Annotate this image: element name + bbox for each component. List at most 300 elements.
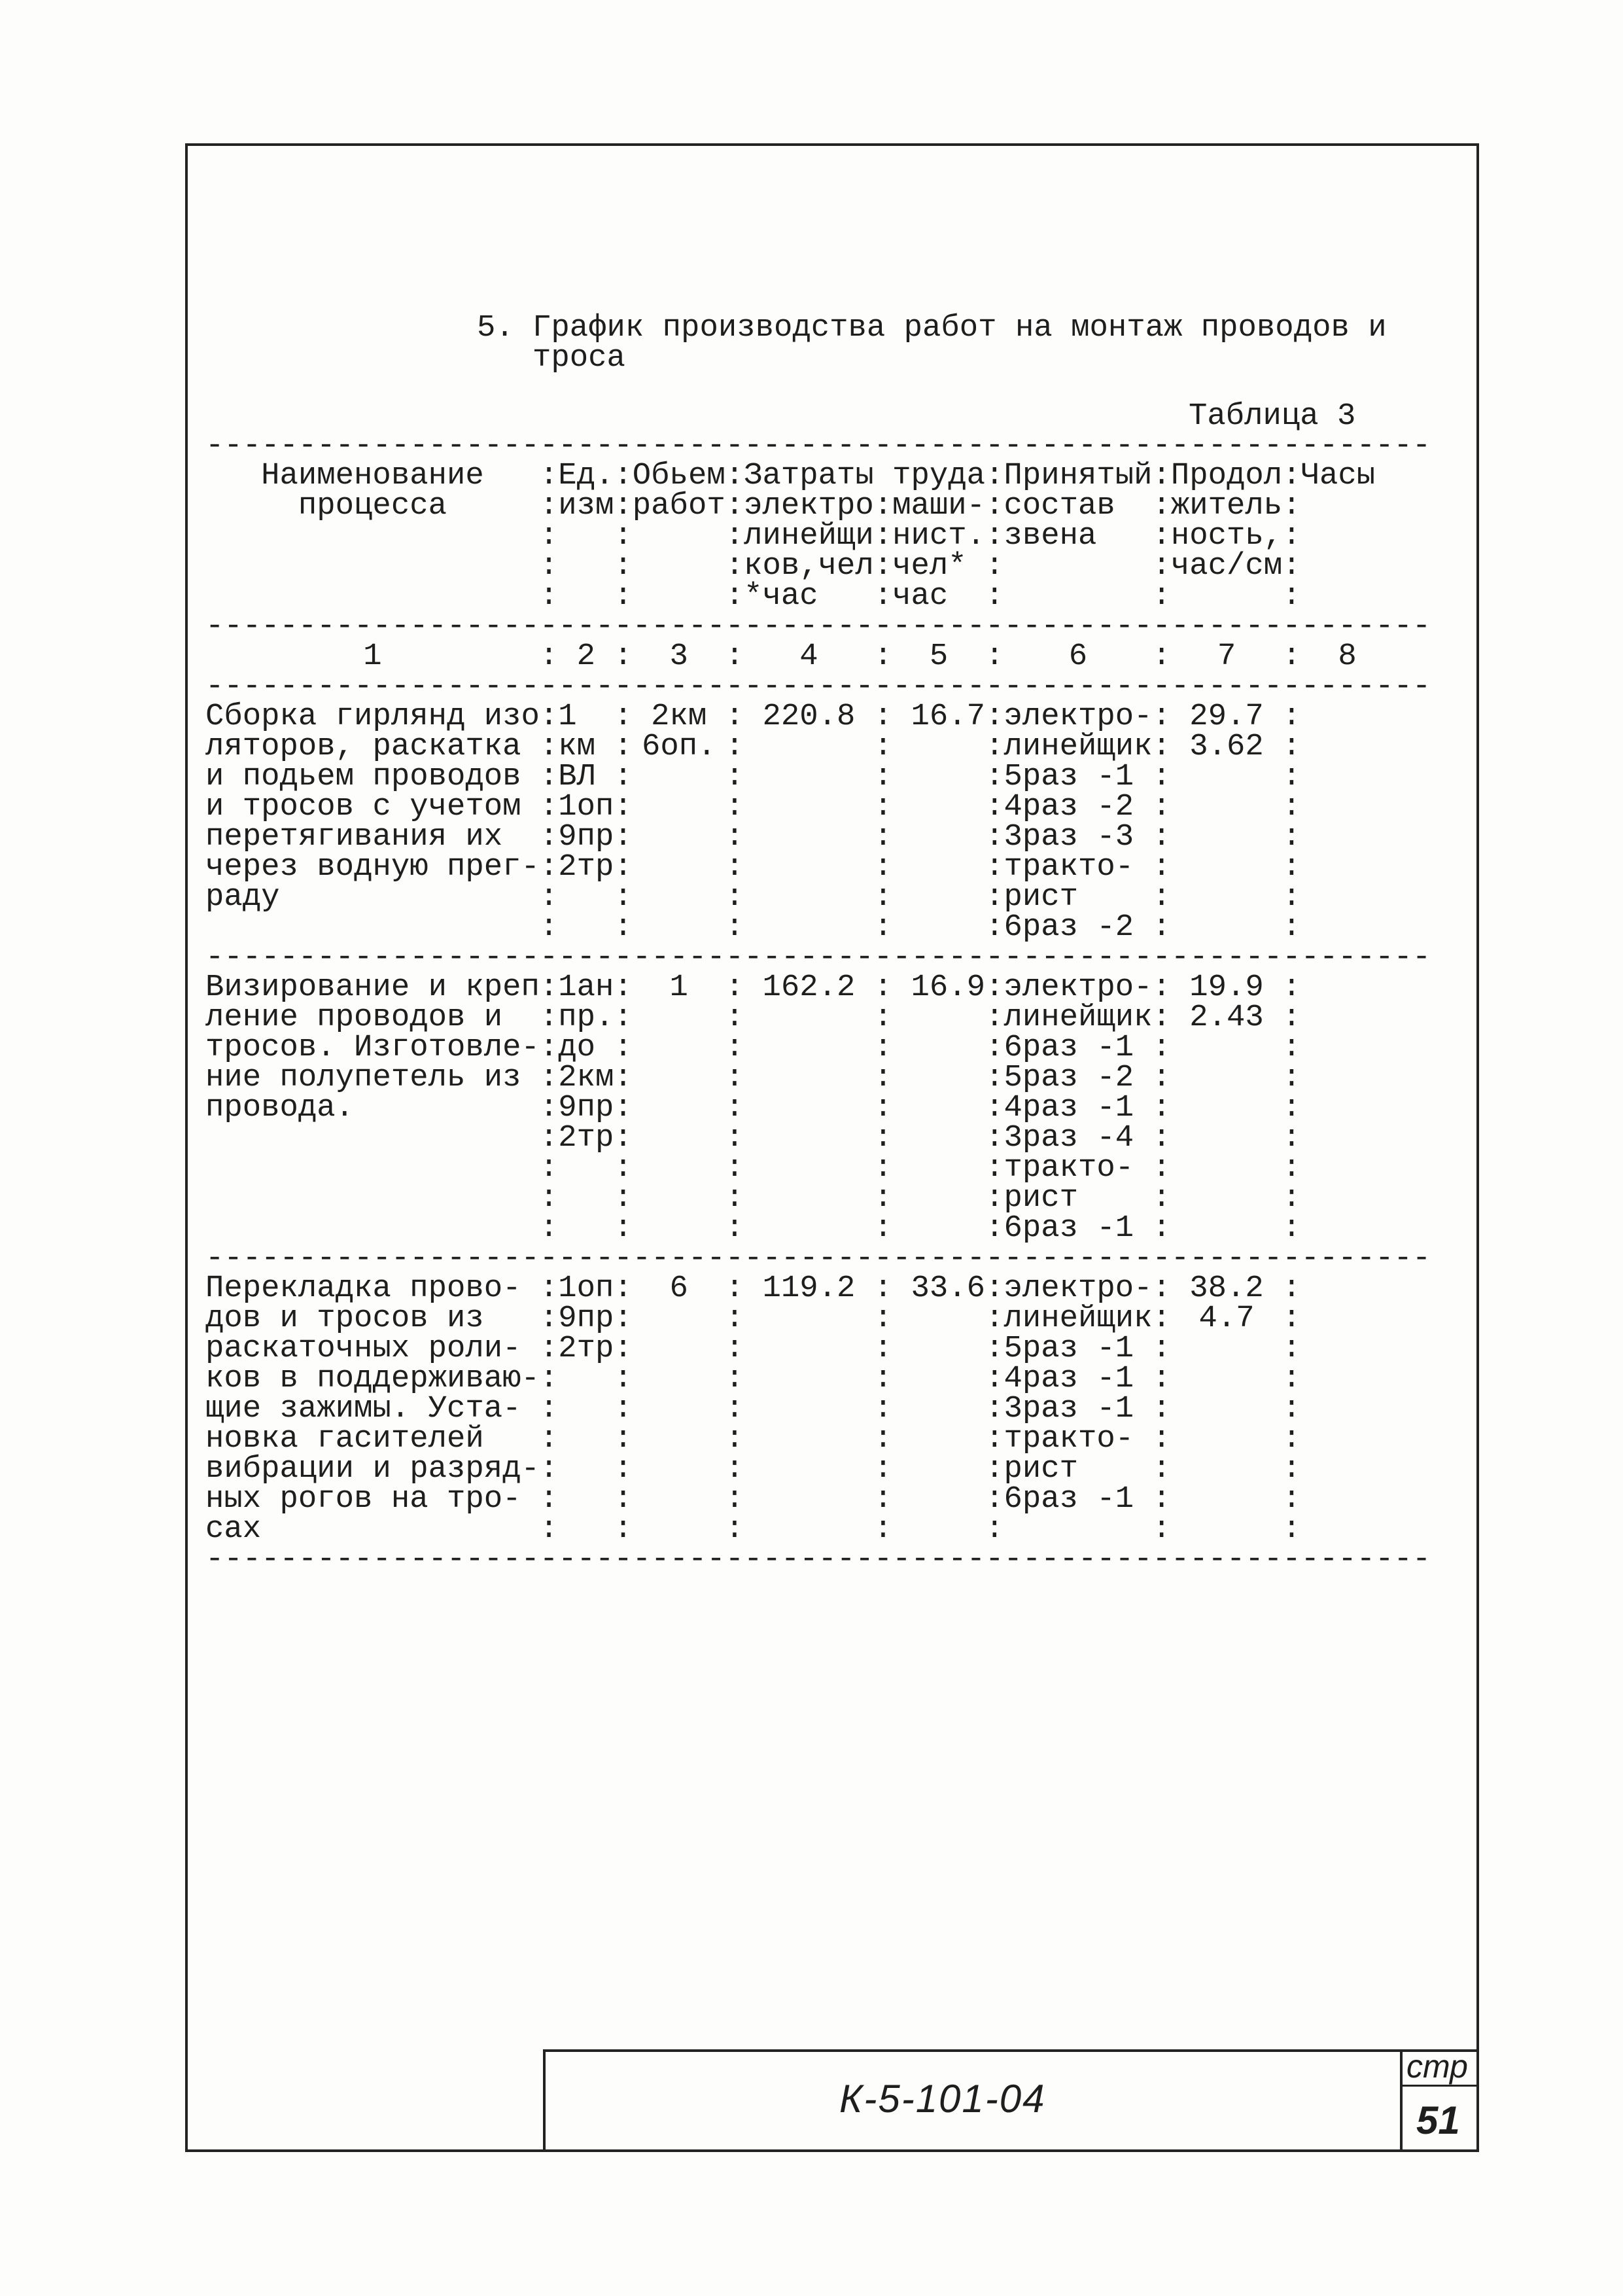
separator-colon: : [985,1362,1004,1396]
separator-colon: : [614,1301,633,1336]
cell-crew-line: 5раз -1 [1003,760,1134,794]
separator-colon: : [1282,1061,1301,1095]
header-machinist-hours-line: час [892,579,949,614]
separator-colon: : [1282,1301,1301,1336]
separator-colon: : [873,1271,893,1306]
separator-colon: : [539,639,559,674]
cell-duration-line: 3.62 [1189,730,1264,764]
column-separator [1152,699,1171,945]
cell-crew-line: 3раз -3 [1003,820,1134,855]
title-block-divider [1400,2049,1403,2152]
separator-colon: : [725,1211,744,1246]
separator-colon: : [985,1091,1004,1125]
separator-colon: : [725,910,744,945]
cell-unit-line: ВЛ [558,760,596,794]
separator-colon: : [873,1332,893,1366]
cell-crew-line: тракто- [1003,850,1134,885]
cell-volume [633,1271,725,1306]
separator-colon: : [614,1121,633,1156]
header-machinist-hours [892,491,985,612]
cell-machinist-hours-line: 16.7 [911,699,986,734]
separator-colon: : [539,1452,559,1487]
separator-colon: : [539,880,559,915]
column-separator [1282,639,1301,674]
column-separator [873,699,893,945]
cell-electrician-hours-line: 119.2 [762,1271,856,1306]
column-separator [1152,639,1171,674]
cell-process-name-line: ков в поддерживаю- [205,1362,540,1396]
separator-colon: : [985,730,1004,764]
cell-unit-line: 2тр [558,1332,614,1366]
separator-colon: : [1282,549,1301,584]
separator-colon: : [725,1482,744,1517]
cell-process-name-line: дов и тросов из [205,1301,484,1336]
cell-process-name [205,1271,540,1547]
separator-colon: : [539,1332,559,1366]
separator-colon: : [725,1121,744,1156]
header-electrician-hours-line: *час [744,579,818,614]
column-separator [614,699,633,945]
header-crew [1003,461,1152,552]
column-separator [1282,699,1301,945]
column-separator [1282,970,1301,1246]
column-separator [873,970,893,1246]
separator-colon: : [1152,970,1171,1005]
separator-colon: : [1152,820,1171,855]
separator-colon: : [985,1512,1004,1547]
separator-colon: : [539,489,559,523]
column-separator [725,639,744,674]
column-separator [725,1271,744,1547]
cell-crew-line: тракто- [1003,1422,1134,1457]
column-separator [985,699,1004,945]
separator-colon: : [873,730,893,764]
separator-colon: : [539,730,559,764]
table-rule: ------------------------------------------------------------------ [205,1244,1431,1274]
table-rule: ------------------------------------------------------------------ [205,612,1431,642]
separator-colon: : [1152,1151,1171,1186]
cell-unit-line: пр. [558,1000,614,1035]
separator-colon: : [873,1422,893,1457]
separator-colon: : [1152,639,1171,674]
cell-unit-line: км [558,730,596,764]
separator-colon: : [725,1512,744,1547]
column-separator [725,970,744,1246]
separator-colon: : [725,639,744,674]
header-process-name-line: процесса [298,489,447,523]
separator-colon: : [1152,1181,1171,1216]
cell-crew-line: 4раз -2 [1003,790,1134,824]
column-separator [614,461,632,612]
separator-colon: : [725,1181,744,1216]
cell-unit-line: 1 [558,699,577,734]
column-separator [614,970,633,1246]
separator-colon: : [725,760,744,794]
separator-colon: : [614,820,633,855]
separator-colon: : [985,910,1004,945]
separator-colon: : [725,519,744,554]
separator-colon: : [725,699,744,734]
separator-colon: : [1282,1362,1301,1396]
column-separator [1153,461,1171,612]
separator-colon: : [614,1061,633,1095]
header-duration [1171,461,1282,582]
column-number-row [205,639,1450,674]
separator-colon: : [873,970,893,1005]
separator-colon: : [1152,1121,1171,1156]
separator-colon: : [539,1512,559,1547]
cell-duration [1171,1271,1282,1336]
separator-colon: : [1282,880,1301,915]
table-rule: ------------------------------------------------------------------ [205,943,1431,973]
cell-crew-line: 6раз -1 [1003,1211,1134,1246]
separator-colon: : [1152,1211,1171,1246]
separator-colon: : [1152,1271,1171,1306]
cell-crew-line: рист [1003,1181,1078,1216]
separator-colon: : [1282,1121,1301,1156]
separator-colon: : [1152,579,1171,614]
separator-colon: : [539,549,559,584]
separator-colon: : [985,639,1004,674]
table-body [205,699,1450,1575]
header-hours [1301,461,1394,491]
cell-crew-line: 3раз -1 [1003,1392,1134,1426]
cell-electrician-hours [744,1271,874,1306]
column-separator [540,461,558,612]
separator-colon: : [614,1031,633,1065]
column-separator [539,639,559,674]
column-number-line: 8 [1338,639,1357,674]
cell-crew-line: 3раз -4 [1003,1121,1134,1156]
separator-colon: : [614,910,633,945]
separator-colon: : [1282,1422,1301,1457]
cell-process-name-line: через водную прег- [205,850,540,885]
separator-colon: : [1152,760,1171,794]
cell-volume-line: 2км [651,699,707,734]
separator-colon: : [539,1000,559,1035]
separator-colon: : [985,549,1004,584]
separator-colon: : [1152,880,1171,915]
cell-process-name-line: и подьем проводов [205,760,521,794]
separator-colon: : [725,1332,744,1366]
cell-volume-line: 1 [669,970,688,1005]
separator-colon: : [725,970,744,1005]
separator-colon: : [614,1332,633,1366]
cell-crew-line: 4раз -1 [1003,1091,1134,1125]
column-number-line: 4 [799,639,818,674]
separator-colon: : [985,579,1004,614]
separator-colon: : [873,549,893,584]
separator-colon: : [985,1181,1004,1216]
cell-crew [1003,970,1153,1246]
separator-colon: : [725,1000,744,1035]
column-separator [1152,1271,1171,1547]
cell-machinist-hours [892,699,986,734]
separator-colon: : [1282,790,1301,824]
separator-colon: : [614,699,633,734]
cell-unit-line: 1ан [558,970,614,1005]
separator-colon: : [539,1151,559,1186]
column-separator [539,970,559,1246]
separator-colon: : [1152,1392,1171,1426]
separator-colon: : [539,850,559,885]
column-number [1301,639,1394,674]
cell-duration-line: 19.9 [1189,970,1264,1005]
separator-colon: : [985,1332,1004,1366]
column-separator [985,639,1004,674]
separator-colon: : [1282,459,1301,493]
separator-colon: : [985,850,1004,885]
separator-colon: : [725,850,744,885]
column-separator [985,1271,1004,1547]
cell-electrician-hours [744,699,874,734]
separator-colon: : [725,549,744,584]
separator-colon: : [1282,1271,1301,1306]
separator-colon: : [614,489,633,523]
column-number-line: 6 [1068,639,1088,674]
header-process-name-line: Наименование [261,459,484,493]
separator-colon: : [539,910,559,945]
cell-process-name-line: перетягивания их [205,820,503,855]
separator-colon: : [1282,1151,1301,1186]
column-separator [1282,461,1300,612]
cell-unit-line: 9пр [558,1301,614,1336]
separator-colon: : [1282,1452,1301,1487]
separator-colon: : [873,1121,893,1156]
separator-colon: : [614,1211,633,1246]
separator-colon: : [725,1362,744,1396]
separator-colon: : [614,1151,633,1186]
separator-colon: : [725,1091,744,1125]
separator-colon: : [873,790,893,824]
separator-colon: : [539,1211,559,1246]
header-unit [558,461,614,521]
header-duration-line: Продол [1170,459,1283,493]
header-volume-line: Обьем [632,459,725,493]
separator-colon: : [1282,1512,1301,1547]
column-separator [985,461,1003,612]
document-code: К-5-101-04 [839,2077,1046,2121]
cell-machinist-hours [892,1271,986,1306]
header-electrician-hours-line: ков,чел [744,549,874,584]
separator-colon: : [614,1000,633,1035]
header-crew-line: состав [1003,489,1115,523]
separator-colon: : [1152,699,1171,734]
table-row [205,970,1450,1246]
column-number-line: 5 [929,639,949,674]
cell-unit [558,699,614,885]
separator-colon: : [614,1181,633,1216]
separator-colon: : [873,1211,893,1246]
separator-colon: : [873,1091,893,1125]
separator-colon: : [614,880,633,915]
header-hours-line: Часы [1300,459,1376,493]
column-separator [873,1271,893,1547]
separator-colon: : [1282,699,1301,734]
cell-process-name-line: ных рогов на тро- [205,1482,521,1517]
separator-colon: : [985,760,1004,794]
separator-colon: : [1282,730,1301,764]
cell-volume [633,970,725,1005]
separator-colon: : [539,760,559,794]
header-electrician-hours-line: линейщи [744,519,874,554]
separator-colon: : [1152,1512,1171,1547]
separator-colon: : [1282,1332,1301,1366]
separator-colon: : [985,1211,1004,1246]
separator-colon: : [614,1422,633,1457]
separator-colon: : [985,489,1004,523]
cell-crew-line: электро- [1003,970,1153,1005]
separator-colon: : [873,1362,893,1396]
cell-unit-line: 9пр [558,820,614,855]
column-separator [1152,970,1171,1246]
cell-process-name-line: тросов. Изготовле- [205,1031,540,1065]
cell-electrician-hours-line: 162.2 [762,970,856,1005]
separator-colon: : [1282,579,1301,614]
cell-process-name-line: ние полупетель из [205,1061,521,1095]
separator-colon: : [725,489,744,523]
column-number-line: 2 [576,639,596,674]
cell-unit-line: 1оп [558,790,614,824]
separator-colon: : [985,1452,1004,1487]
separator-colon: : [1282,1482,1301,1517]
cell-process-name-line: ление проводов и [205,1000,503,1035]
separator-colon: : [1152,1031,1171,1065]
separator-colon: : [539,459,559,493]
separator-colon: : [1152,850,1171,885]
separator-colon: : [614,549,633,584]
column-separator [1282,1271,1301,1547]
cell-process-name-line: раду [205,880,280,915]
separator-colon: : [539,1181,559,1216]
cell-machinist-hours-line: 16.9 [911,970,986,1005]
separator-colon: : [539,1482,559,1517]
cell-crew-line: 6раз -1 [1003,1482,1134,1517]
table-rule: ------------------------------------------------------------------ [205,672,1431,702]
separator-colon: : [539,579,559,614]
header-duration-line: ность, [1170,519,1283,554]
header-crew-line: звена [1003,519,1097,554]
column-separator [539,1271,559,1547]
separator-colon: : [985,1061,1004,1095]
separator-colon: : [539,1362,559,1396]
cell-crew-line: 5раз -2 [1003,1061,1134,1095]
cell-unit-line: 9пр [558,1091,614,1125]
separator-colon: : [1152,790,1171,824]
separator-colon: : [873,760,893,794]
cell-process-name-line: сах [205,1512,262,1547]
separator-colon: : [985,880,1004,915]
cell-crew-line: 5раз -1 [1003,1332,1134,1366]
cell-crew [1003,699,1153,945]
cell-process-name-line: вибрации и разряд- [205,1452,540,1487]
separator-colon: : [1152,1332,1171,1366]
separator-colon: : [1282,1211,1301,1246]
section-title-line-1: График производства работ на монтаж проводов и [532,311,1387,345]
separator-colon: : [1282,970,1301,1005]
page-number: 51 [1416,2098,1460,2142]
table-label: Таблица 3 [1189,399,1356,434]
header-duration-line: житель [1170,489,1283,523]
separator-colon: : [539,1121,559,1156]
separator-colon: : [725,1422,744,1457]
cell-crew-line: рист [1003,880,1078,915]
cell-duration-line: 29.7 [1189,699,1264,734]
section-number: 5. [477,311,514,345]
header-crew-line: Принятый [1003,459,1153,493]
column-number-line: 3 [669,639,688,674]
table-row [205,1271,1450,1547]
separator-colon: : [985,820,1004,855]
separator-colon: : [985,790,1004,824]
separator-colon: : [1152,910,1171,945]
separator-colon: : [725,1392,744,1426]
separator-colon: : [614,1482,633,1517]
cell-crew-line: электро- [1003,699,1153,734]
separator-colon: : [873,1301,893,1336]
cell-crew [1003,1271,1153,1517]
page-cell-divider [1400,2085,1479,2087]
cell-duration [1171,970,1282,1035]
cell-duration-line: 4.7 [1198,1301,1255,1336]
separator-colon: : [985,1482,1004,1517]
separator-colon: : [873,489,893,523]
cell-unit-line: до [558,1031,596,1065]
separator-colon: : [614,459,633,493]
column-separator [539,699,559,945]
separator-colon: : [985,1121,1004,1156]
separator-colon: : [539,1061,559,1095]
header-process-name [205,461,540,521]
cell-unit-line: 2тр [558,1121,614,1156]
table-rule: ------------------------------------------------------------------ [205,431,1431,461]
header-volume [633,461,725,521]
cell-process-name-line: Визирование и креп [205,970,540,1005]
column-number-line: 7 [1217,639,1236,674]
separator-colon: : [539,820,559,855]
separator-colon: : [873,880,893,915]
table-row [205,699,1450,945]
separator-colon: : [985,1392,1004,1426]
page-label: стр [1406,2048,1468,2085]
cell-electrician-hours [744,970,874,1005]
section-title-line-2: троса [532,341,625,376]
separator-colon: : [1282,1031,1301,1065]
separator-colon: : [1282,760,1301,794]
column-number-line: 1 [363,639,382,674]
cell-crew-line: рист [1003,1452,1078,1487]
separator-colon: : [614,1271,633,1306]
separator-colon: : [1282,519,1301,554]
separator-colon: : [873,1061,893,1095]
separator-colon: : [725,1271,744,1306]
separator-colon: : [1152,489,1171,523]
cell-process-name-line: щие зажимы. Уста- [205,1392,521,1426]
cell-process-name-line: провода. [205,1091,355,1125]
separator-colon: : [985,1031,1004,1065]
separator-colon: : [1152,1422,1171,1457]
separator-colon: : [539,790,559,824]
separator-colon: : [539,699,559,734]
separator-colon: : [614,760,633,794]
work-schedule-table [205,431,1450,1575]
separator-colon: : [1282,489,1301,523]
header-machinist-hours-line: маши- [892,489,986,523]
separator-colon: : [539,1422,559,1457]
header-machinist-hours-line: нист. [892,519,986,554]
separator-colon: : [614,850,633,885]
separator-colon: : [1152,1301,1171,1336]
